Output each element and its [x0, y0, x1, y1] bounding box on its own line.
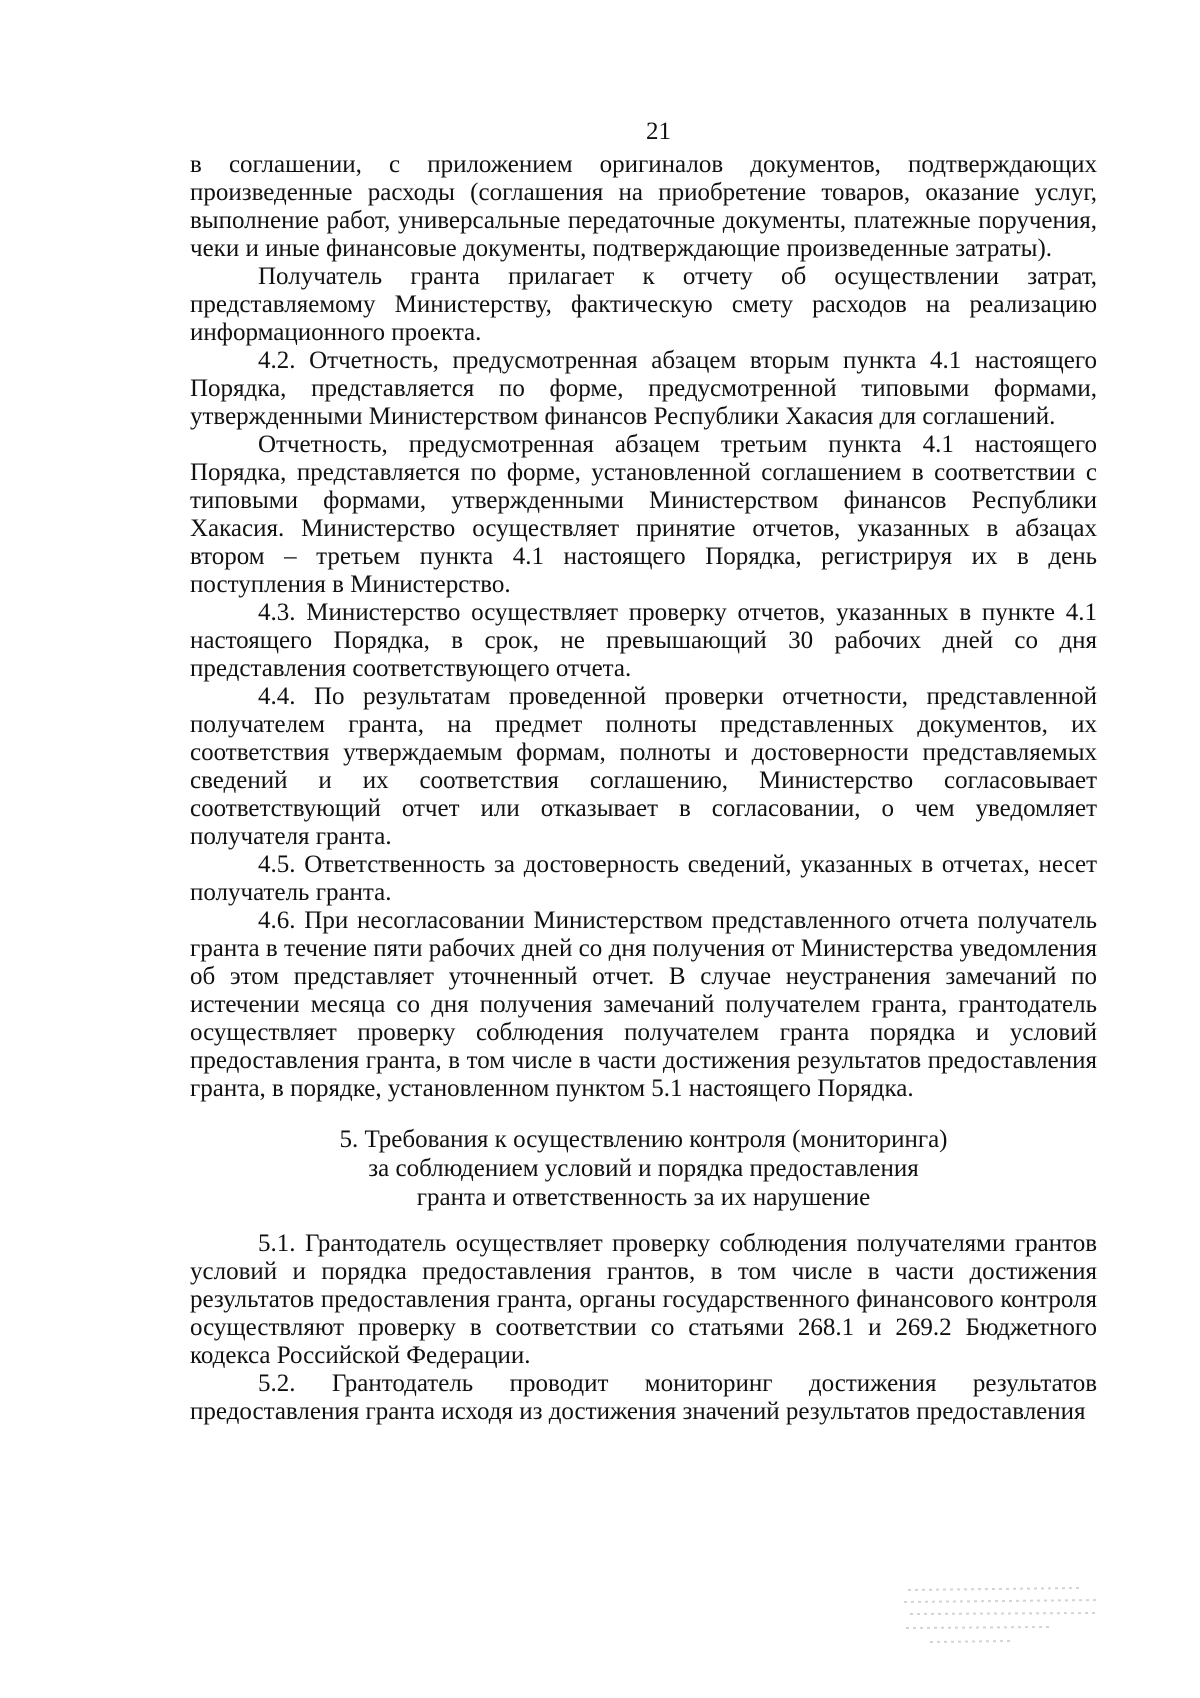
section-5-heading [190, 1125, 1097, 1212]
page-number: 21 [646, 118, 671, 145]
paragraph-4-2-reporting: Отчетность, предусмотренная абзацем третьим пункта 4.1 настоящего Порядка, представляется по форме, установленной соглашением в соответствии с типовыми формами, утвержденными Министерством финансов Республики Хакасия. Министерство осуществляет принятие отчетов, указанных в абзацах втором – третьем пункта 4.1 настоящего Порядка, регистрируя их в день поступления в Министерство. [190, 431, 1097, 598]
paragraph-4-6: 4.6. При несогласовании Министерством представленного отчета получатель гранта в течение пяти рабочих дней со дня получения от Министерства уведомления об этом представляет уточненный отчет. В случае неустранения замечаний по истечении месяца со дня получения замечаний получателем гранта, грантодатель осуществляет проверку соблюдения получателем гранта порядка и условий предоставления гранта, в том числе в части достижения результатов предоставления гранта, в порядке, установленном пунктом 5.1 настоящего Порядка. [190, 907, 1097, 1102]
paragraph-estimate: Получатель гранта прилагает к отчету об осуществлении затрат, представляемому Министерству, фактическую смету расходов на реализацию информационного проекта. [190, 263, 1097, 346]
paragraph-continuation: в соглашении, с приложением оригиналов документов, подтверждающих произведенные расходы (соглашения на приобретение товаров, оказание услуг, выполнение работ, универсальные передаточные документы, платежные поручения, чеки и иные финансовые документы, подтверждающие произведенные затраты). [190, 151, 1097, 262]
section-heading-line: 5. Требования к осуществлению контроля (мониторинга) [339, 1126, 948, 1153]
paragraph-5-1: 5.1. Грантодатель осуществляет проверку соблюдения получателями грантов условий и порядка предоставления грантов, в том числе в части достижения результатов предоставления гранта, органы государственного финансового контроля осуществляют проверку в соответствии со статьями 268.1 и 269.2 Бюджетного кодекса Российской Федерации. [190, 1230, 1097, 1369]
paragraph-4-4: 4.4. По результатам проведенной проверки отчетности, представленной получателем гранта, на предмет полноты представленных документов, их соответствия утверждаемым формам, полноты и достоверности представляемых сведений и их соответствия соглашению, Министерство согласовывает соответствующий отчет или отказывает в согласовании, о чем уведомляет получателя гранта. [190, 683, 1097, 850]
paragraph-5-2: 5.2. Грантодатель проводит мониторинг достижения результатов предоставления гранта исходя из достижения значений результатов предоставления [190, 1370, 1097, 1425]
document-page [190, 118, 1097, 1426]
section-heading-line: за соблюдением условий и порядка предоставления [368, 1155, 919, 1182]
faint-stamp-mark [900, 1578, 1120, 1653]
section-heading-line: гранта и ответственность за их нарушение [416, 1184, 871, 1211]
paragraph-4-2: 4.2. Отчетность, предусмотренная абзацем вторым пункта 4.1 настоящего Порядка, представляется по форме, предусмотренной типовыми формами, утвержденными Министерством финансов Республики Хакасия для соглашений. [190, 347, 1097, 430]
paragraph-4-5: 4.5. Ответственность за достоверность сведений, указанных в отчетах, несет получатель гранта. [190, 851, 1097, 906]
paragraph-4-3: 4.3. Министерство осуществляет проверку отчетов, указанных в пункте 4.1 настоящего Порядка, в срок, не превышающий 30 рабочих дней со дня представления соответствующего отчета. [190, 599, 1097, 682]
